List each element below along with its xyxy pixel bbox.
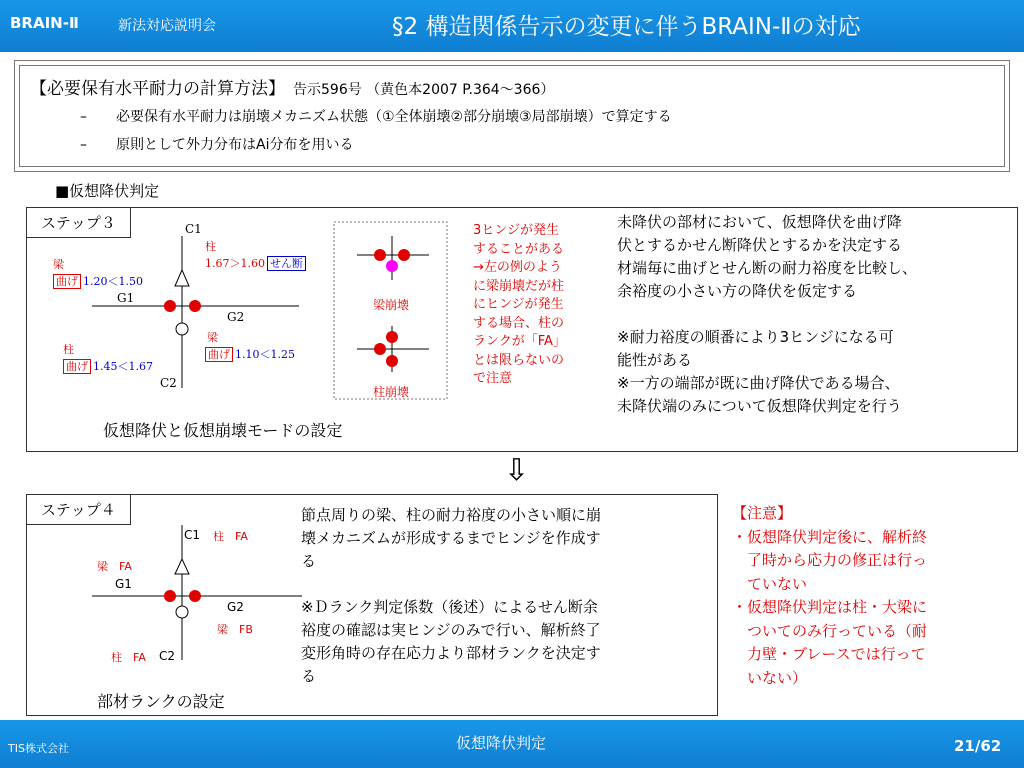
desc-line: 未降伏の部材において、仮想降伏を曲げ降 xyxy=(617,213,902,231)
label-beam-right: 梁 xyxy=(207,331,218,344)
beam-right-annotation xyxy=(205,346,295,362)
label-c2: C2 xyxy=(160,376,177,390)
hinge-beam-left xyxy=(164,300,176,312)
beam-left-mode: 曲げ xyxy=(53,274,81,289)
label-g2: G2 xyxy=(227,600,244,614)
column-top-triangle xyxy=(175,270,189,286)
label-col-top: 柱 xyxy=(205,240,216,253)
method-item-text: 原則として外力分布はAi分布を用いる xyxy=(116,137,354,153)
note-line: ランクが「FA」 xyxy=(473,334,566,349)
method-item-text: 必要保有水平耐力は崩壊メカニズム状態（①全体崩壊②部分崩壊③局部崩壊）で算定する xyxy=(116,109,672,125)
desc-line: 伏とするかせん断降伏とするかを決定する xyxy=(617,236,903,254)
method-box-inner xyxy=(19,65,1005,167)
label-c2: C2 xyxy=(159,649,176,663)
column-bottom-circle xyxy=(176,323,188,335)
method-item xyxy=(80,134,353,154)
label-g2: G2 xyxy=(227,310,245,324)
beam-left-ratio: 1.20＜1.50 xyxy=(83,275,143,288)
label-c1: C1 xyxy=(184,528,201,542)
label-beam-left: 梁 xyxy=(53,258,64,271)
caution-line: ついてのみ行っている（耐 xyxy=(732,621,928,640)
header-subtitle: 新法対応説明会 xyxy=(118,18,216,34)
footer-bar xyxy=(0,720,1024,768)
method-box xyxy=(14,60,1010,172)
step3-description xyxy=(617,211,917,418)
step4-caption: 部材ランクの設定 xyxy=(97,692,225,711)
desc-line: ※Ｄランク判定係数（後述）によるせん断余 xyxy=(301,598,598,616)
label-col-bot: 柱 FA xyxy=(111,651,146,664)
label-beam-left: 梁 FA xyxy=(97,560,132,573)
method-heading-text: 【必要保有水平耐力の計算方法】 xyxy=(30,79,285,99)
desc-line xyxy=(301,573,601,596)
step4-panel xyxy=(26,494,718,716)
col-top-mode: せん断 xyxy=(267,256,306,271)
beam-right-ratio: 1.10＜1.25 xyxy=(235,348,295,361)
desc-line: 余裕度の小さい方の降伏を仮定する xyxy=(617,282,858,300)
desc-line: 裕度の確認は実ヒンジのみで行い、解析終了 xyxy=(301,621,601,639)
page-title: §2 構造関係告示の変更に伴うBRAIN-Ⅱの対応 xyxy=(392,14,861,40)
label-c1-rank: 柱 FA xyxy=(213,530,248,543)
hinge-beam-left xyxy=(164,590,176,602)
ex2-hinge-bottom xyxy=(386,355,398,367)
desc-line xyxy=(617,303,917,326)
note-line: することがある xyxy=(473,241,565,257)
label-c1: C1 xyxy=(185,222,202,236)
desc-line: 能性がある xyxy=(617,351,693,369)
ex2-hinge-left xyxy=(374,343,386,355)
caution-line: 力壁・ブレースでは行って xyxy=(732,645,926,663)
method-item xyxy=(80,106,672,126)
caution-line: ・仮想降伏判定は柱・大梁に xyxy=(732,598,928,616)
header-bar xyxy=(0,0,1024,52)
col-bot-ratio: 1.45＜1.67 xyxy=(93,360,153,373)
note-line: →左の例のよう xyxy=(473,260,562,275)
label-col-bot: 柱 xyxy=(63,343,74,356)
desc-line: る xyxy=(301,667,317,685)
desc-line: ※耐力裕度の順番により3ヒンジになる可 xyxy=(617,328,894,346)
example-col-label: 柱崩壊 xyxy=(373,385,410,399)
beam-right-mode: 曲げ xyxy=(205,347,233,362)
footer-company: TIS株式会社 xyxy=(8,742,69,755)
footer-topic: 仮想降伏判定 xyxy=(456,734,547,752)
ex2-hinge-top xyxy=(386,331,398,343)
desc-line: 変形角時の存在応力より部材ランクを決定す xyxy=(301,644,601,662)
step3-panel xyxy=(26,207,1018,452)
beam-left-annotation xyxy=(53,273,143,289)
example-beam-label: 梁崩壊 xyxy=(373,298,410,312)
step4-tab: ステップ４ xyxy=(27,495,131,525)
note-line: 3ヒンジが発生 xyxy=(473,223,559,238)
step4-description xyxy=(301,504,601,688)
ex1-hinge-right xyxy=(398,249,410,261)
step3-tab: ステップ３ xyxy=(27,208,131,238)
step3-caption: 仮想降伏と仮想崩壊モードの設定 xyxy=(103,421,343,440)
hinge-beam-right xyxy=(189,300,201,312)
desc-line: 壊メカニズムが形成するまでヒンジを作成す xyxy=(301,529,601,547)
desc-line: 節点周りの梁、柱の耐力裕度の小さい順に崩 xyxy=(301,506,602,524)
note-line: で注意 xyxy=(473,371,513,386)
note-line: に梁崩壊だが柱 xyxy=(473,278,565,294)
dash-marker: – xyxy=(80,109,87,125)
note-line: する場合、柱の xyxy=(473,315,565,331)
method-heading xyxy=(30,74,554,99)
method-reference: 告示596号 （黄色本2007 P.364～366） xyxy=(293,82,555,98)
hinge-beam-right xyxy=(189,590,201,602)
ex1-hinge-magenta xyxy=(386,260,398,272)
col-top-annotation xyxy=(205,255,306,271)
down-arrow-icon: ⇩ xyxy=(504,453,530,488)
desc-line: 材端毎に曲げとせん断の耐力裕度を比較し、 xyxy=(617,259,918,277)
caution-line: 了時から応力の修正は行っ xyxy=(732,551,928,569)
label-g1: G1 xyxy=(115,577,132,591)
step3-note xyxy=(473,222,566,389)
desc-line: 未降伏端のみについて仮想降伏判定を行う xyxy=(617,397,902,415)
ex1-hinge-left xyxy=(374,249,386,261)
label-g1: G1 xyxy=(117,291,135,305)
label-beam-right: 梁 FB xyxy=(217,623,253,636)
col-bot-mode: 曲げ xyxy=(63,359,91,374)
note-line: にヒンジが発生 xyxy=(473,297,564,312)
section-label: ■仮想降伏判定 xyxy=(55,182,160,200)
col-bot-annotation xyxy=(63,358,153,374)
caution-title: 【注意】 xyxy=(732,504,793,522)
desc-line: る xyxy=(301,552,317,570)
note-line: とは限らないの xyxy=(473,352,565,368)
page-number: 21/62 xyxy=(954,737,1002,755)
col-top-ratio: 1.67＞1.60 xyxy=(205,257,265,270)
brand-label: BRAIN-Ⅱ xyxy=(10,14,79,32)
caution-line: ・仮想降伏判定後に、解析終 xyxy=(732,527,928,546)
column-top-triangle xyxy=(175,559,189,574)
column-bottom-circle xyxy=(176,606,188,618)
desc-line: ※一方の端部が既に曲げ降伏である場合、 xyxy=(617,374,900,392)
dash-marker: – xyxy=(80,137,87,153)
caution-note xyxy=(732,502,927,690)
caution-line: ていない xyxy=(732,574,808,593)
caution-line: いない） xyxy=(732,668,808,687)
